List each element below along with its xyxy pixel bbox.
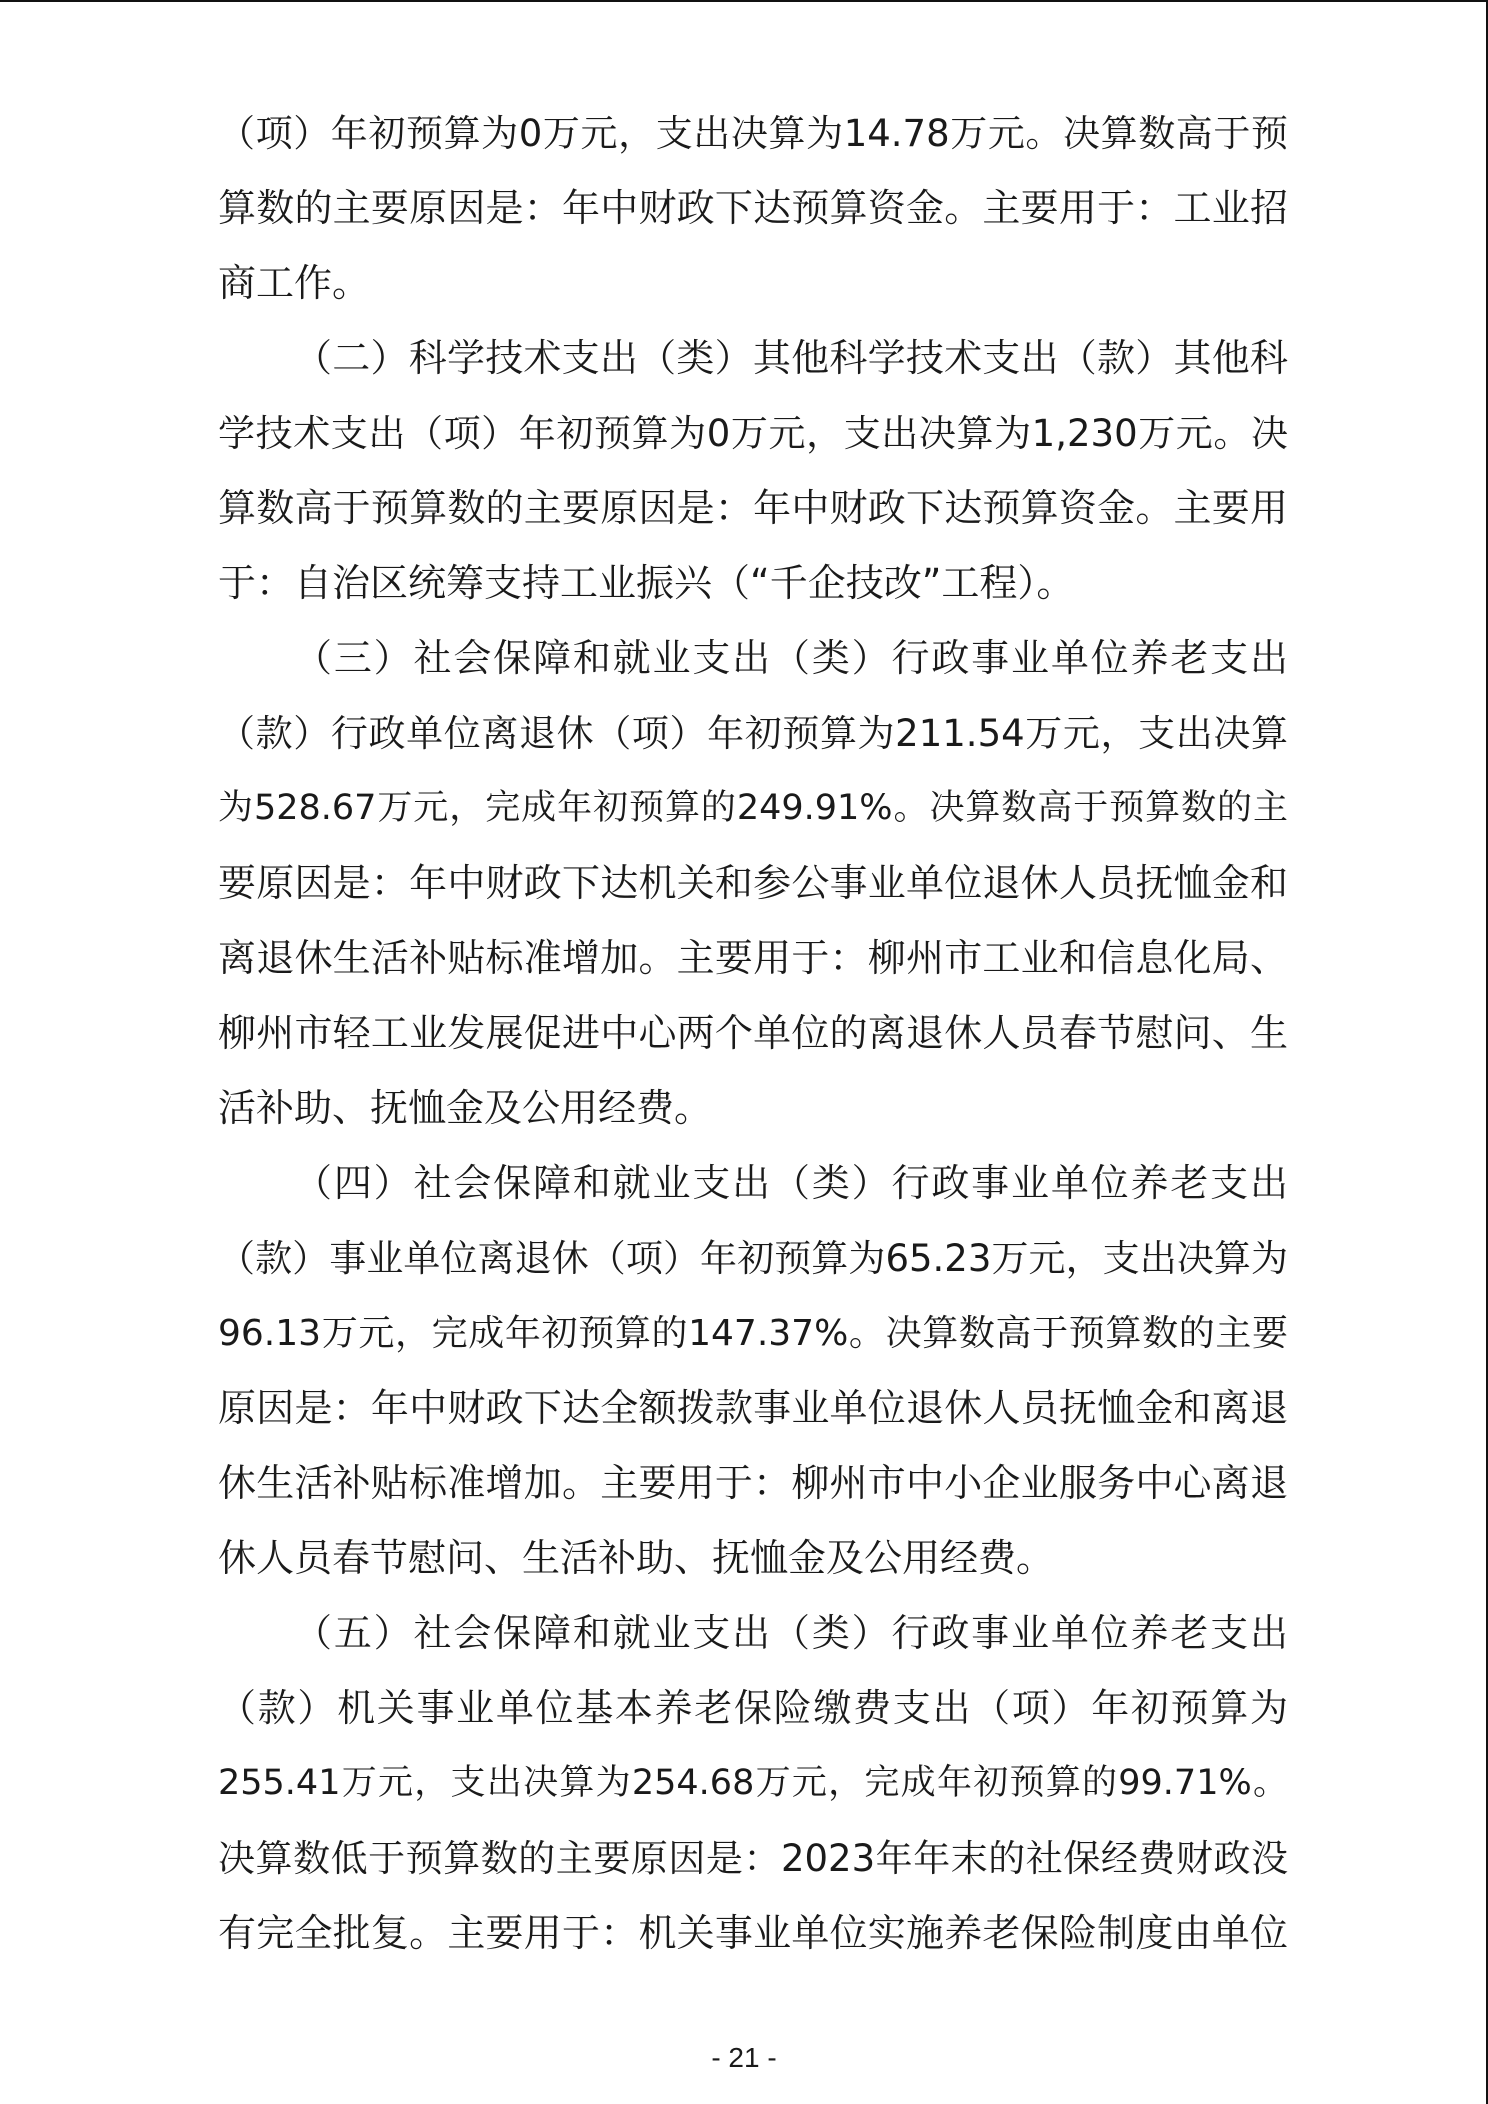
text-line: （款）行政单位离退休（项）年初预算为211.54万元，支出决算: [218, 712, 1288, 755]
text-line: 休生活补贴标准增加。主要用于：柳州市中小企业服务中心离退: [218, 1461, 1288, 1505]
text-line: （三）社会保障和就业支出（类）行政事业单位养老支出: [294, 636, 1288, 680]
text-line: 原因是：年中财政下达全额拨款事业单位退休人员抚恤金和离退: [218, 1386, 1288, 1430]
text-line: 商工作。: [218, 261, 371, 305]
text-line: 学技术支出（项）年初预算为0万元，支出决算为1,230万元。决: [218, 412, 1288, 455]
text-line: 255.41万元，支出决算为254.68万元，完成年初预算的99.71%。: [218, 1763, 1288, 1803]
text-line: （款）事业单位离退休（项）年初预算为65.23万元，支出决算为: [218, 1237, 1288, 1280]
page-border-top: [0, 0, 1488, 2]
text-line: 柳州市轻工业发展促进中心两个单位的离退休人员春节慰问、生: [218, 1011, 1288, 1055]
text-line: （款）机关事业单位基本养老保险缴费支出（项）年初预算为: [218, 1686, 1288, 1730]
text-line: （四）社会保障和就业支出（类）行政事业单位养老支出: [294, 1161, 1288, 1205]
text-line: 活补助、抚恤金及公用经费。: [218, 1086, 713, 1130]
text-line: 要原因是：年中财政下达机关和参公事业单位退休人员抚恤金和: [218, 861, 1288, 905]
page-number: - 21 -: [711, 2042, 777, 2073]
text-line: 算数高于预算数的主要原因是：年中财政下达预算资金。主要用: [218, 486, 1288, 530]
text-line: 96.13万元，完成年初预算的147.37%。决算数高于预算数的主要: [218, 1313, 1288, 1354]
text-line: 有完全批复。主要用于：机关事业单位实施养老保险制度由单位: [218, 1911, 1288, 1955]
text-line: 决算数低于预算数的主要原因是：2023年年末的社保经费财政没: [218, 1837, 1288, 1880]
text-line: 于：自治区统筹支持工业振兴（“千企技改”工程）。: [218, 561, 1075, 605]
text-line: 为528.67万元，完成年初预算的249.91%。决算数高于预算数的主: [218, 788, 1288, 828]
text-line: （五）社会保障和就业支出（类）行政事业单位养老支出: [294, 1611, 1288, 1655]
document-body: [218, 96, 1288, 1971]
text-line: 离退休生活补贴标准增加。主要用于：柳州市工业和信息化局、: [218, 936, 1288, 980]
text-line: 休人员春节慰问、生活补助、抚恤金及公用经费。: [218, 1536, 1055, 1580]
text-line: （项）年初预算为0万元，支出决算为14.78万元。决算数高于预: [218, 112, 1288, 155]
text-line: 算数的主要原因是：年中财政下达预算资金。主要用于：工业招: [218, 186, 1288, 230]
text-line: （二）科学技术支出（类）其他科学技术支出（款）其他科: [294, 336, 1288, 380]
